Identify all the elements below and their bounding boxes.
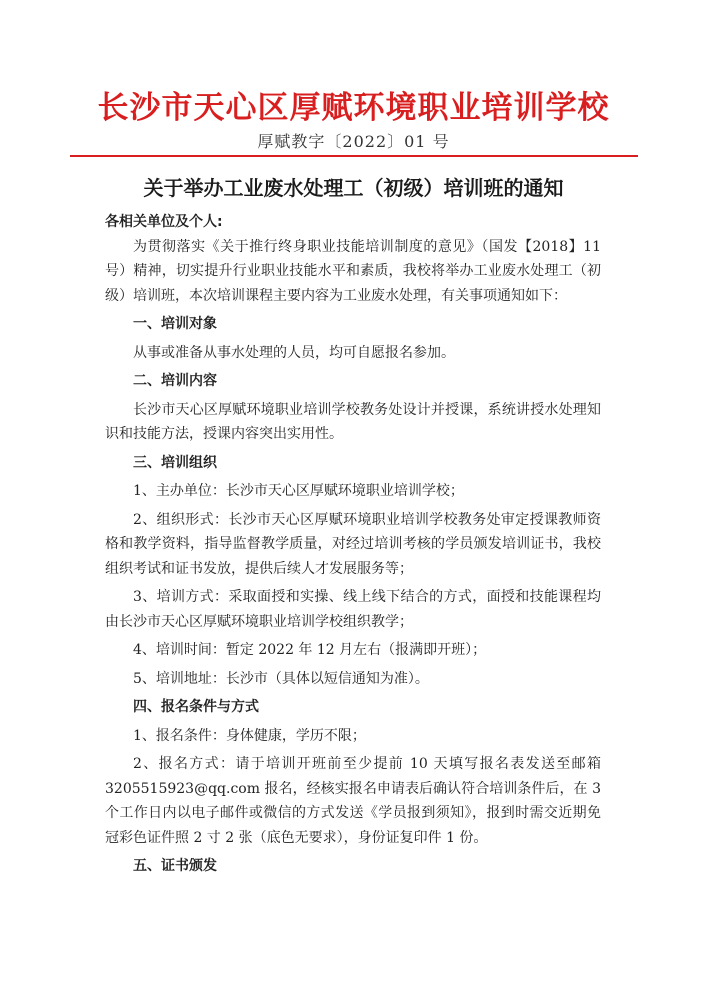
section-paragraph: 1、报名条件：身体健康，学历不限； (133, 727, 366, 744)
salutation: 各相关单位及个人: (105, 214, 223, 230)
section-paragraph: 5、培训地址：长沙市（具体以短信通知为准）。 (133, 670, 429, 687)
doc-number: 厚赋教字〔2022〕01 号 (257, 132, 450, 151)
intro-paragraph: 为贯彻落实《关于推行终身职业技能培训制度的意见》（国发【2018】11号）精神，切实提升行业职业技能水平和素质，我校将举办工业废水处理工（初级）培训班，本次培训课程主要内容为工业废水处理，有关事项通知如下： (105, 238, 601, 304)
section-paragraph: 长沙市天心区厚赋环境职业培训学校教务处设计并授课，系统讲授水处理知识和技能方法，授课内容突出实用性。 (105, 401, 601, 442)
section-paragraph: 4、培训时间：暂定 2022 年 12 月左右（报满即开班）； (133, 642, 487, 658)
section-paragraph: 从事或准备从事水处理的人员，均可自愿报名参加。 (133, 344, 455, 361)
notice-title: 关于举办工业废水处理工（初级）培训班的通知 (143, 176, 564, 200)
section-paragraph: 3、培训方式：采取面授和实操、线上线下结合的方式，面授和技能课程均由长沙市天心区厚赋环境职业培训学校组织教学； (105, 589, 601, 630)
section-heading: 三、培训组织 (133, 454, 217, 471)
notice-body (105, 210, 601, 879)
section-paragraph: 2、组织形式：长沙市天心区厚赋环境职业培训学校教务处审定授课教师资格和教学资料，指导监督教学质量，对经过培训考核的学员颁发培训证书，我校组织考试和证书发放，提供后续人才发展服务等； (105, 511, 601, 577)
section-heading: 五、证书颁发 (133, 858, 217, 874)
header-divider (70, 155, 638, 157)
org-title: 长沙市天心区厚赋环境职业培训学校 (97, 90, 610, 126)
section-paragraph: 2、报名方式：请于培训开班前至少提前 10 天填写报名表发送至邮箱3205515923@qq.com 报名，经核实报名申请表后确认符合培训条件后，在 3 个工作日内以电子邮件或微信的方式发送《学员报到须知》，报到时需交近期免冠彩色证件照 2 寸 2 张（底色无要求），身份证复印件 1 份。 (105, 756, 601, 846)
section-heading: 一、培训对象 (133, 316, 217, 332)
section-heading: 二、培训内容 (133, 373, 217, 389)
section-paragraph: 1、主办单位：长沙市天心区厚赋环境职业培训学校； (133, 483, 464, 499)
section-heading: 四、报名条件与方式 (133, 699, 259, 715)
